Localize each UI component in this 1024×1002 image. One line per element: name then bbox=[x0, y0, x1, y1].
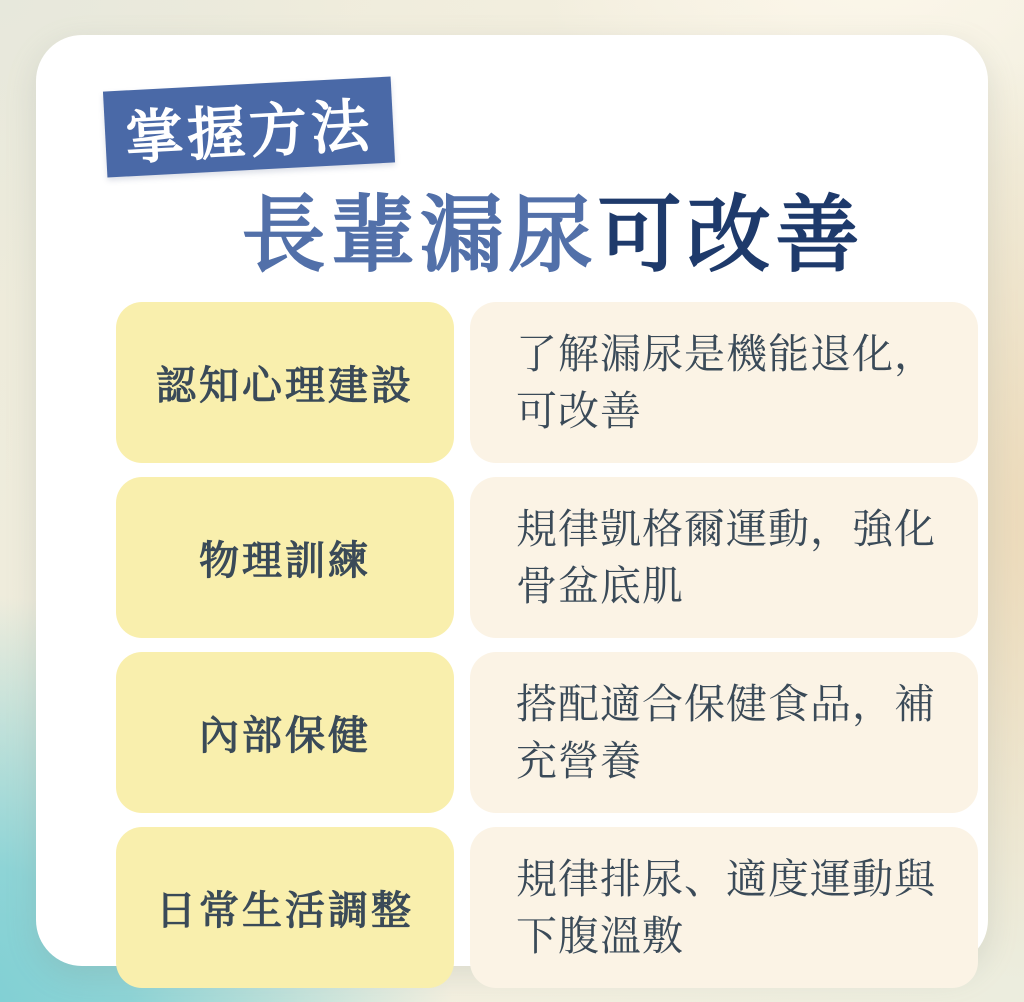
table-row-cognitive bbox=[116, 302, 978, 463]
content-card bbox=[36, 35, 988, 966]
row-description-box bbox=[470, 477, 978, 638]
table-row-daily-life bbox=[116, 827, 978, 988]
table-row-internal-care bbox=[116, 652, 978, 813]
method-badge-label: 掌握方法 bbox=[123, 91, 375, 173]
row-description-box bbox=[470, 827, 978, 988]
row-label: 認知心理建設 bbox=[156, 363, 414, 409]
row-label-box bbox=[116, 827, 454, 988]
row-description: 了解漏尿是機能退化，可改善 bbox=[516, 329, 936, 435]
page-title-dark-part: 可改善 bbox=[597, 186, 865, 284]
row-description: 規律凱格爾運動，強化骨盆底肌 bbox=[516, 504, 936, 610]
row-description-box bbox=[470, 302, 978, 463]
row-description: 規律排尿、適度運動與下腹溫敷 bbox=[516, 854, 936, 960]
page-title bbox=[72, 187, 1024, 284]
row-label-box bbox=[116, 652, 454, 813]
method-badge bbox=[103, 77, 395, 178]
row-label: 內部保健 bbox=[199, 713, 371, 759]
row-label: 日常生活調整 bbox=[156, 888, 414, 934]
table-row-physical bbox=[116, 477, 978, 638]
page-title-light-part: 長輩漏尿 bbox=[241, 186, 598, 284]
row-description: 搭配適合保健食品，補充營養 bbox=[516, 679, 936, 785]
row-description-box bbox=[470, 652, 978, 813]
row-label: 物理訓練 bbox=[199, 538, 371, 584]
row-label-box bbox=[116, 302, 454, 463]
row-label-box bbox=[116, 477, 454, 638]
method-table bbox=[116, 302, 978, 988]
